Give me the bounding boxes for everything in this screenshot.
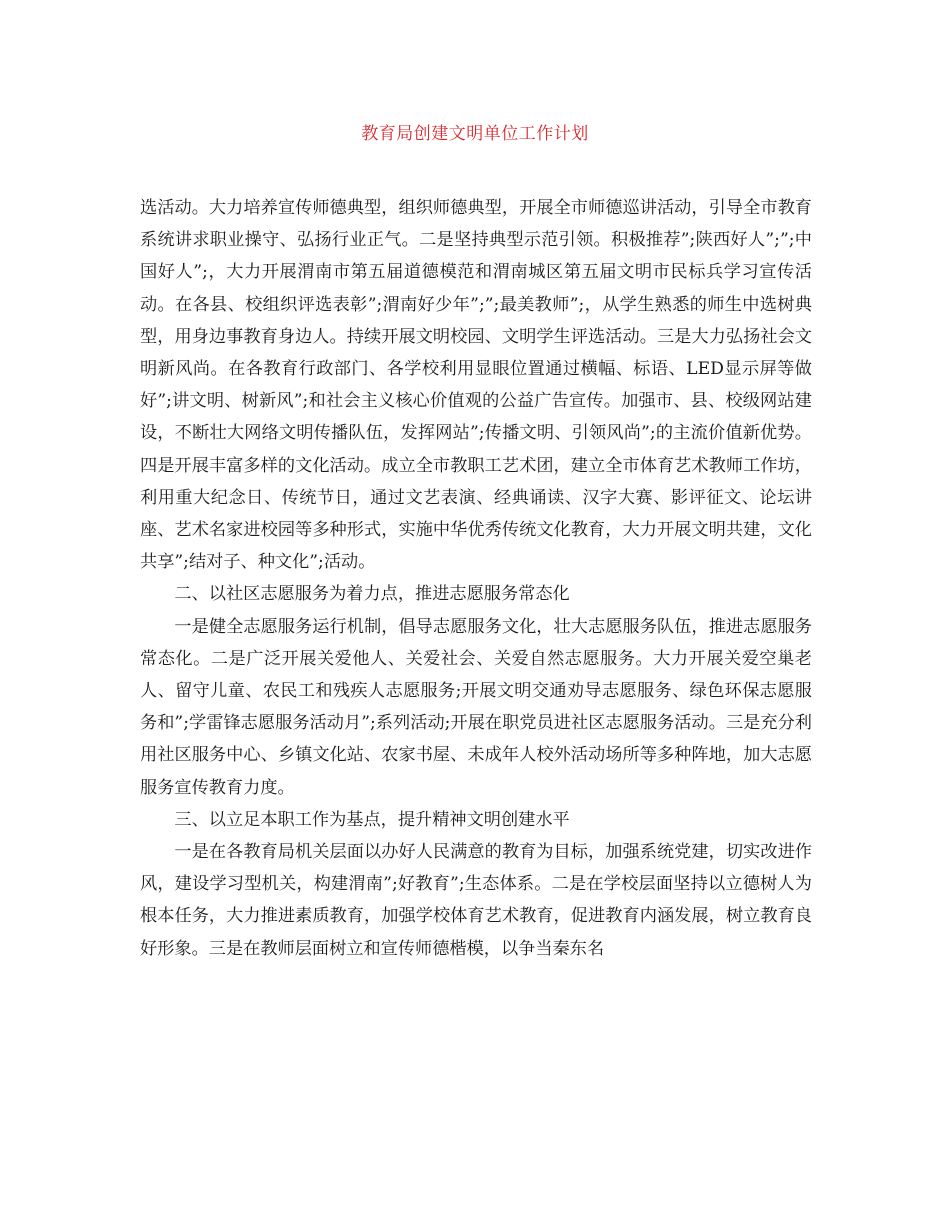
paragraph-volunteer: 一是健全志愿服务运行机制，倡导志愿服务文化，壮大志愿服务队伍，推进志愿服务常态化。二是广泛开展关爱他人、关爱社会、关爱自然志愿服务。大力开展关爱空巢老人、留守儿童、农民工和残疾人志愿服务;开展文明交通劝导志愿服务、绿色环保志愿服务和”;学雷锋志愿服务活动月”;系列活动;开展在职党员进社区志愿服务活动。三是充分利用社区服务中心、乡镇文化站、农家书屋、未成年人校外活动场所等多种阵地，加大志愿服务宣传教育力度。 (140, 616, 812, 798)
document-body (140, 192, 812, 965)
document-title: 教育局创建文明单位工作计划 (361, 124, 589, 144)
section-heading-2: 二、以社区志愿服务为着力点，推进志愿服务常态化 (174, 584, 570, 605)
section-heading-3: 三、以立足本职工作为基点，提升精神文明创建水平 (174, 809, 570, 830)
paragraph-work: 一是在各教育局机关层面以办好人民满意的教育为目标，加强系统党建，切实改进作风，建设学习型机关，构建渭南”;好教育”;生态体系。二是在学校层面坚持以立德树人为根本任务，大力推进素质教育，加强学校体育艺术教育，促进教育内涵发展，树立教育良好形象。三是在教师层面树立和宣传师德楷模，以争当秦东名 (140, 842, 812, 959)
paragraph-continuation: 选活动。大力培养宣传师德典型，组织师德典型，开展全市师德巡讲活动，引导全市教育系统讲求职业操守、弘扬行业正气。二是坚持典型示范引领。积极推荐”;陕西好人”;”;中国好人”;，大力开展渭南市第五届道德模范和渭南城区第五届文明市民标兵学习宣传活动。在各县、校组织评选表彰”;渭南好少年”;”;最美教师”;，从学生熟悉的师生中选树典型，用身边事教育身边人。持续开展文明校园、文明学生评选活动。三是大力弘扬社会文明新风尚。在各教育行政部门、各学校利用显眼位置通过横幅、标语、LED显示屏等做好”;讲文明、树新风”;和社会主义核心价值观的公益广告宣传。加强市、县、校级网站建设，不断壮大网络文明传播队伍，发挥网站”;传播文明、引领风尚”;的主流价值新优势。四是开展丰富多样的文化活动。成立全市教职工艺术团，建立全市体育艺术教师工作坊，利用重大纪念日、传统节日，通过文艺表演、经典诵读、汉字大赛、影评征文、论坛讲座、艺术名家进校园等多种形式，实施中华优秀传统文化教育，大力开展文明共建，文化共享”;结对子、种文化”;活动。 (140, 198, 812, 573)
